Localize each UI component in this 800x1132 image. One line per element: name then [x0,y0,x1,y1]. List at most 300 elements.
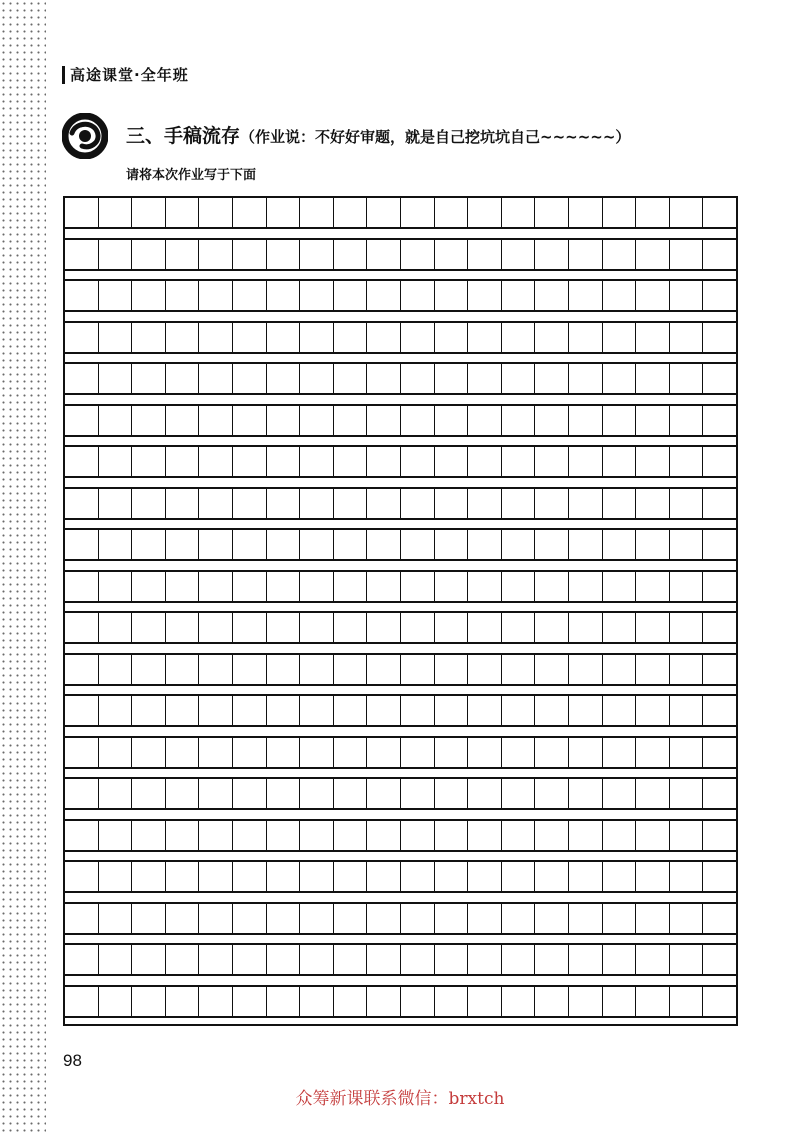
grid-cell[interactable] [300,862,334,891]
grid-cell[interactable] [300,655,334,684]
grid-cell[interactable] [334,987,368,1016]
manuscript-grid[interactable] [63,196,738,1026]
grid-cell[interactable] [468,489,502,518]
grid-cell[interactable] [367,281,401,310]
grid-cell[interactable] [367,364,401,393]
grid-cell[interactable] [535,572,569,601]
grid-cell[interactable] [166,572,200,601]
grid-cell[interactable] [703,364,736,393]
grid-cell[interactable] [401,281,435,310]
grid-cell[interactable] [535,655,569,684]
grid-cell[interactable] [569,364,603,393]
grid-cell[interactable] [199,738,233,767]
grid-cell[interactable] [603,945,637,974]
grid-cell[interactable] [535,364,569,393]
grid-cell[interactable] [267,655,301,684]
grid-cell[interactable] [334,323,368,352]
grid-cell[interactable] [65,655,99,684]
grid-cell[interactable] [435,821,469,850]
grid-cell[interactable] [569,987,603,1016]
grid-cell[interactable] [401,655,435,684]
grid-cell[interactable] [99,738,133,767]
grid-cell[interactable] [367,655,401,684]
grid-cell[interactable] [300,530,334,559]
grid-cell[interactable] [334,364,368,393]
grid-cell[interactable] [65,696,99,725]
grid-cell[interactable] [233,198,267,227]
grid-cell[interactable] [603,281,637,310]
grid-cell[interactable] [703,779,736,808]
grid-cell[interactable] [435,406,469,435]
grid-cell[interactable] [166,613,200,642]
grid-cell[interactable] [703,613,736,642]
grid-cell[interactable] [367,738,401,767]
grid-cell[interactable] [65,572,99,601]
grid-cell[interactable] [435,489,469,518]
grid-cell[interactable] [535,530,569,559]
grid-cell[interactable] [99,447,133,476]
grid-cell[interactable] [99,696,133,725]
grid-cell[interactable] [502,655,536,684]
grid-cell[interactable] [670,613,704,642]
grid-cell[interactable] [267,572,301,601]
grid-cell[interactable] [132,281,166,310]
grid-cell[interactable] [603,406,637,435]
grid-cell[interactable] [435,530,469,559]
grid-cell[interactable] [703,447,736,476]
grid-cell[interactable] [535,281,569,310]
grid-cell[interactable] [535,821,569,850]
grid-cell[interactable] [367,198,401,227]
grid-cell[interactable] [435,613,469,642]
grid-cell[interactable] [233,447,267,476]
grid-cell[interactable] [132,489,166,518]
grid-cell[interactable] [468,821,502,850]
grid-cell[interactable] [502,530,536,559]
grid-cell[interactable] [502,987,536,1016]
grid-cell[interactable] [334,447,368,476]
grid-cell[interactable] [132,240,166,269]
grid-cell[interactable] [132,323,166,352]
grid-cell[interactable] [99,489,133,518]
grid-cell[interactable] [367,530,401,559]
grid-cell[interactable] [99,364,133,393]
grid-cell[interactable] [435,447,469,476]
grid-cell[interactable] [267,987,301,1016]
grid-cell[interactable] [703,945,736,974]
grid-cell[interactable] [233,779,267,808]
grid-cell[interactable] [334,738,368,767]
grid-cell[interactable] [502,323,536,352]
grid-cell[interactable] [401,489,435,518]
grid-cell[interactable] [199,530,233,559]
grid-cell[interactable] [535,987,569,1016]
grid-cell[interactable] [502,489,536,518]
grid-cell[interactable] [569,904,603,933]
grid-cell[interactable] [569,945,603,974]
grid-cell[interactable] [670,945,704,974]
grid-cell[interactable] [300,945,334,974]
grid-cell[interactable] [367,904,401,933]
grid-cell[interactable] [199,945,233,974]
grid-cell[interactable] [502,240,536,269]
grid-cell[interactable] [670,862,704,891]
grid-cell[interactable] [468,198,502,227]
grid-cell[interactable] [99,613,133,642]
grid-cell[interactable] [636,572,670,601]
grid-cell[interactable] [267,281,301,310]
grid-cell[interactable] [166,738,200,767]
grid-cell[interactable] [435,198,469,227]
grid-cell[interactable] [166,489,200,518]
grid-cell[interactable] [401,240,435,269]
grid-cell[interactable] [603,240,637,269]
grid-cell[interactable] [468,904,502,933]
grid-cell[interactable] [132,904,166,933]
grid-cell[interactable] [468,945,502,974]
grid-cell[interactable] [703,655,736,684]
grid-cell[interactable] [132,862,166,891]
grid-cell[interactable] [334,779,368,808]
grid-cell[interactable] [636,655,670,684]
grid-cell[interactable] [603,655,637,684]
grid-cell[interactable] [603,696,637,725]
grid-cell[interactable] [334,281,368,310]
grid-cell[interactable] [166,779,200,808]
grid-cell[interactable] [233,738,267,767]
grid-cell[interactable] [334,489,368,518]
grid-cell[interactable] [670,572,704,601]
grid-cell[interactable] [99,862,133,891]
grid-cell[interactable] [670,738,704,767]
grid-cell[interactable] [267,198,301,227]
grid-cell[interactable] [367,821,401,850]
grid-cell[interactable] [132,779,166,808]
grid-cell[interactable] [267,406,301,435]
grid-cell[interactable] [267,779,301,808]
grid-cell[interactable] [199,281,233,310]
grid-cell[interactable] [670,779,704,808]
grid-cell[interactable] [99,904,133,933]
grid-cell[interactable] [502,281,536,310]
grid-cell[interactable] [569,323,603,352]
grid-cell[interactable] [502,738,536,767]
grid-cell[interactable] [199,323,233,352]
grid-cell[interactable] [199,489,233,518]
grid-cell[interactable] [199,240,233,269]
grid-cell[interactable] [334,406,368,435]
grid-cell[interactable] [233,530,267,559]
grid-cell[interactable] [334,530,368,559]
grid-cell[interactable] [166,406,200,435]
grid-cell[interactable] [99,779,133,808]
grid-cell[interactable] [267,696,301,725]
grid-cell[interactable] [132,945,166,974]
grid-cell[interactable] [132,406,166,435]
grid-cell[interactable] [535,862,569,891]
grid-cell[interactable] [603,613,637,642]
grid-cell[interactable] [233,821,267,850]
grid-cell[interactable] [199,862,233,891]
grid-cell[interactable] [401,862,435,891]
grid-cell[interactable] [367,987,401,1016]
grid-cell[interactable] [334,240,368,269]
grid-cell[interactable] [636,323,670,352]
grid-cell[interactable] [703,904,736,933]
grid-cell[interactable] [603,530,637,559]
grid-cell[interactable] [603,198,637,227]
grid-cell[interactable] [569,281,603,310]
grid-cell[interactable] [267,364,301,393]
grid-cell[interactable] [401,779,435,808]
grid-cell[interactable] [199,779,233,808]
grid-cell[interactable] [435,779,469,808]
grid-cell[interactable] [300,406,334,435]
grid-cell[interactable] [703,281,736,310]
grid-cell[interactable] [99,655,133,684]
grid-cell[interactable] [166,281,200,310]
grid-cell[interactable] [435,572,469,601]
grid-cell[interactable] [233,323,267,352]
grid-cell[interactable] [267,489,301,518]
grid-cell[interactable] [166,696,200,725]
grid-cell[interactable] [99,530,133,559]
grid-cell[interactable] [435,655,469,684]
grid-cell[interactable] [703,821,736,850]
grid-cell[interactable] [267,447,301,476]
grid-cell[interactable] [166,530,200,559]
grid-cell[interactable] [267,904,301,933]
grid-cell[interactable] [535,323,569,352]
grid-cell[interactable] [300,447,334,476]
grid-cell[interactable] [468,240,502,269]
grid-cell[interactable] [603,489,637,518]
grid-cell[interactable] [300,364,334,393]
grid-cell[interactable] [636,904,670,933]
grid-cell[interactable] [569,655,603,684]
grid-cell[interactable] [569,406,603,435]
grid-cell[interactable] [468,779,502,808]
grid-cell[interactable] [65,945,99,974]
grid-cell[interactable] [468,447,502,476]
grid-cell[interactable] [166,323,200,352]
grid-cell[interactable] [166,364,200,393]
grid-cell[interactable] [65,489,99,518]
grid-cell[interactable] [502,821,536,850]
grid-cell[interactable] [468,696,502,725]
grid-cell[interactable] [65,447,99,476]
grid-cell[interactable] [300,613,334,642]
grid-cell[interactable] [502,447,536,476]
grid-cell[interactable] [401,738,435,767]
grid-cell[interactable] [670,821,704,850]
grid-cell[interactable] [569,613,603,642]
grid-cell[interactable] [65,613,99,642]
grid-cell[interactable] [535,240,569,269]
grid-cell[interactable] [468,613,502,642]
grid-cell[interactable] [401,198,435,227]
grid-cell[interactable] [99,572,133,601]
grid-cell[interactable] [65,779,99,808]
grid-cell[interactable] [468,530,502,559]
grid-cell[interactable] [401,323,435,352]
grid-cell[interactable] [569,821,603,850]
grid-cell[interactable] [636,945,670,974]
grid-cell[interactable] [703,738,736,767]
grid-cell[interactable] [300,489,334,518]
grid-cell[interactable] [334,572,368,601]
grid-cell[interactable] [166,987,200,1016]
grid-cell[interactable] [569,489,603,518]
grid-cell[interactable] [300,281,334,310]
grid-cell[interactable] [703,862,736,891]
grid-cell[interactable] [199,696,233,725]
grid-cell[interactable] [569,198,603,227]
grid-cell[interactable] [233,862,267,891]
grid-cell[interactable] [636,281,670,310]
grid-cell[interactable] [502,364,536,393]
grid-cell[interactable] [435,364,469,393]
grid-cell[interactable] [435,323,469,352]
grid-cell[interactable] [670,281,704,310]
grid-cell[interactable] [367,572,401,601]
grid-cell[interactable] [267,862,301,891]
grid-cell[interactable] [703,240,736,269]
grid-cell[interactable] [166,945,200,974]
grid-cell[interactable] [132,530,166,559]
grid-cell[interactable] [166,904,200,933]
grid-cell[interactable] [65,240,99,269]
grid-cell[interactable] [603,987,637,1016]
grid-cell[interactable] [468,655,502,684]
grid-cell[interactable] [233,945,267,974]
grid-cell[interactable] [435,240,469,269]
grid-cell[interactable] [468,572,502,601]
grid-cell[interactable] [535,945,569,974]
grid-cell[interactable] [300,738,334,767]
grid-cell[interactable] [401,530,435,559]
grid-cell[interactable] [334,821,368,850]
grid-cell[interactable] [502,904,536,933]
grid-cell[interactable] [99,240,133,269]
grid-cell[interactable] [65,862,99,891]
grid-cell[interactable] [99,987,133,1016]
grid-cell[interactable] [636,821,670,850]
grid-cell[interactable] [468,406,502,435]
grid-cell[interactable] [603,364,637,393]
grid-cell[interactable] [502,572,536,601]
grid-cell[interactable] [300,987,334,1016]
grid-cell[interactable] [300,904,334,933]
grid-cell[interactable] [670,447,704,476]
grid-cell[interactable] [132,738,166,767]
grid-cell[interactable] [367,779,401,808]
grid-cell[interactable] [636,738,670,767]
grid-cell[interactable] [401,904,435,933]
grid-cell[interactable] [502,862,536,891]
grid-cell[interactable] [636,406,670,435]
grid-cell[interactable] [233,364,267,393]
grid-cell[interactable] [468,862,502,891]
grid-cell[interactable] [569,738,603,767]
grid-cell[interactable] [636,530,670,559]
grid-cell[interactable] [670,904,704,933]
grid-cell[interactable] [535,696,569,725]
grid-cell[interactable] [65,281,99,310]
grid-cell[interactable] [435,945,469,974]
grid-cell[interactable] [65,738,99,767]
grid-cell[interactable] [300,779,334,808]
grid-cell[interactable] [300,821,334,850]
grid-cell[interactable] [367,862,401,891]
grid-cell[interactable] [132,696,166,725]
grid-cell[interactable] [300,240,334,269]
grid-cell[interactable] [603,447,637,476]
grid-cell[interactable] [132,821,166,850]
grid-cell[interactable] [636,613,670,642]
grid-cell[interactable] [636,240,670,269]
grid-cell[interactable] [535,198,569,227]
grid-cell[interactable] [670,987,704,1016]
grid-cell[interactable] [199,364,233,393]
grid-cell[interactable] [636,198,670,227]
grid-cell[interactable] [132,364,166,393]
grid-cell[interactable] [300,198,334,227]
grid-cell[interactable] [300,696,334,725]
grid-cell[interactable] [65,198,99,227]
grid-cell[interactable] [535,904,569,933]
grid-cell[interactable] [367,945,401,974]
grid-cell[interactable] [703,323,736,352]
grid-cell[interactable] [670,655,704,684]
grid-cell[interactable] [401,406,435,435]
grid-cell[interactable] [603,904,637,933]
grid-cell[interactable] [468,364,502,393]
grid-cell[interactable] [401,364,435,393]
grid-cell[interactable] [199,904,233,933]
grid-cell[interactable] [99,198,133,227]
grid-cell[interactable] [267,738,301,767]
grid-cell[interactable] [65,530,99,559]
grid-cell[interactable] [166,447,200,476]
grid-cell[interactable] [65,821,99,850]
grid-cell[interactable] [703,696,736,725]
grid-cell[interactable] [199,572,233,601]
grid-cell[interactable] [367,240,401,269]
grid-cell[interactable] [603,779,637,808]
grid-cell[interactable] [535,406,569,435]
grid-cell[interactable] [99,945,133,974]
grid-cell[interactable] [670,696,704,725]
grid-cell[interactable] [334,696,368,725]
grid-cell[interactable] [636,987,670,1016]
grid-cell[interactable] [367,323,401,352]
grid-cell[interactable] [502,406,536,435]
grid-cell[interactable] [65,364,99,393]
grid-cell[interactable] [401,945,435,974]
grid-cell[interactable] [435,738,469,767]
grid-cell[interactable] [233,987,267,1016]
grid-cell[interactable] [703,530,736,559]
grid-cell[interactable] [199,447,233,476]
grid-cell[interactable] [435,904,469,933]
grid-cell[interactable] [703,198,736,227]
grid-cell[interactable] [401,696,435,725]
grid-cell[interactable] [535,447,569,476]
grid-cell[interactable] [199,655,233,684]
grid-cell[interactable] [65,904,99,933]
grid-cell[interactable] [468,738,502,767]
